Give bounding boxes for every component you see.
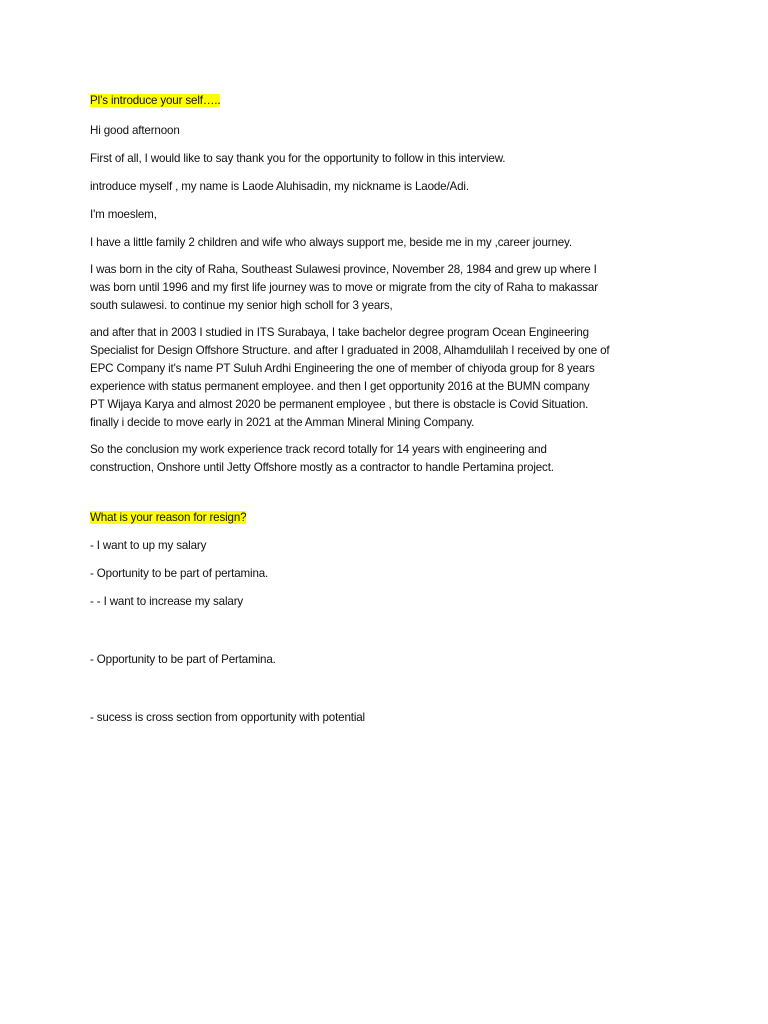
text-line: and after that in 2003 I studied in ITS Surabaya, I take bachelor degree program Ocean Engineering xyxy=(90,326,589,339)
text-line: EPC Company it's name PT Suluh Ardhi Engineering the one of member of chiyoda group for 8 years xyxy=(90,362,595,375)
text-line: So the conclusion my work experience track record totally for 14 years with engineering and xyxy=(90,443,547,456)
heading-introduce xyxy=(90,92,690,110)
reason-item: - Opportunity to be part of Pertamina. xyxy=(90,653,276,666)
text-line: PT Wijaya Karya and almost 2020 be permanent employee , but there is obstacle is Covid Situation. xyxy=(90,398,589,411)
text-line: Specialist for Design Offshore Structure. and after I graduated in 2008, Alhamdulilah I received by one of xyxy=(90,344,610,357)
paragraph-religion: I'm moeslem, xyxy=(90,208,157,221)
paragraph-greeting: Hi good afternoon xyxy=(90,124,180,137)
highlight: Pl’s introduce your self….. xyxy=(90,94,221,107)
text-line: finally i decide to move early in 2021 at the Amman Mineral Mining Company. xyxy=(90,416,475,429)
document-page xyxy=(90,92,690,727)
paragraph-family: I have a little family 2 children and wife who always support me, beside me in my ,career journey. xyxy=(90,236,572,249)
reason-item: - I want to up my salary xyxy=(90,539,207,552)
paragraph-name: introduce myself , my name is Laode Aluhisadin, my nickname is Laode/Adi. xyxy=(90,180,469,193)
paragraph-conclusion xyxy=(90,441,690,477)
paragraph-thanks: First of all, I would like to say thank you for the opportunity to follow in this interview. xyxy=(90,152,506,165)
heading-reason xyxy=(90,509,690,527)
highlight: What is your reason for resign? xyxy=(90,511,247,524)
text-line: experience with status permanent employee. and then I get opportunity 2016 at the BUMN company xyxy=(90,380,590,393)
reason-item: - sucess is cross section from opportunity with potential xyxy=(90,711,365,724)
text-line: construction, Onshore until Jetty Offshore mostly as a contractor to handle Pertamina project. xyxy=(90,461,554,474)
paragraph-birth xyxy=(90,261,690,315)
text-line: was born until 1996 and my first life journey was to move or migrate from the city of Raha to makassar xyxy=(90,281,598,294)
reason-item: - - I want to increase my salary xyxy=(90,595,244,608)
text-line: south sulawesi. to continue my senior high scholl for 3 years, xyxy=(90,299,393,312)
paragraph-education-career xyxy=(90,324,690,432)
reason-item: - Oportunity to be part of pertamina. xyxy=(90,567,269,580)
text-line: I was born in the city of Raha, Southeast Sulawesi province, November 28, 1984 and grew up where I xyxy=(90,263,597,276)
